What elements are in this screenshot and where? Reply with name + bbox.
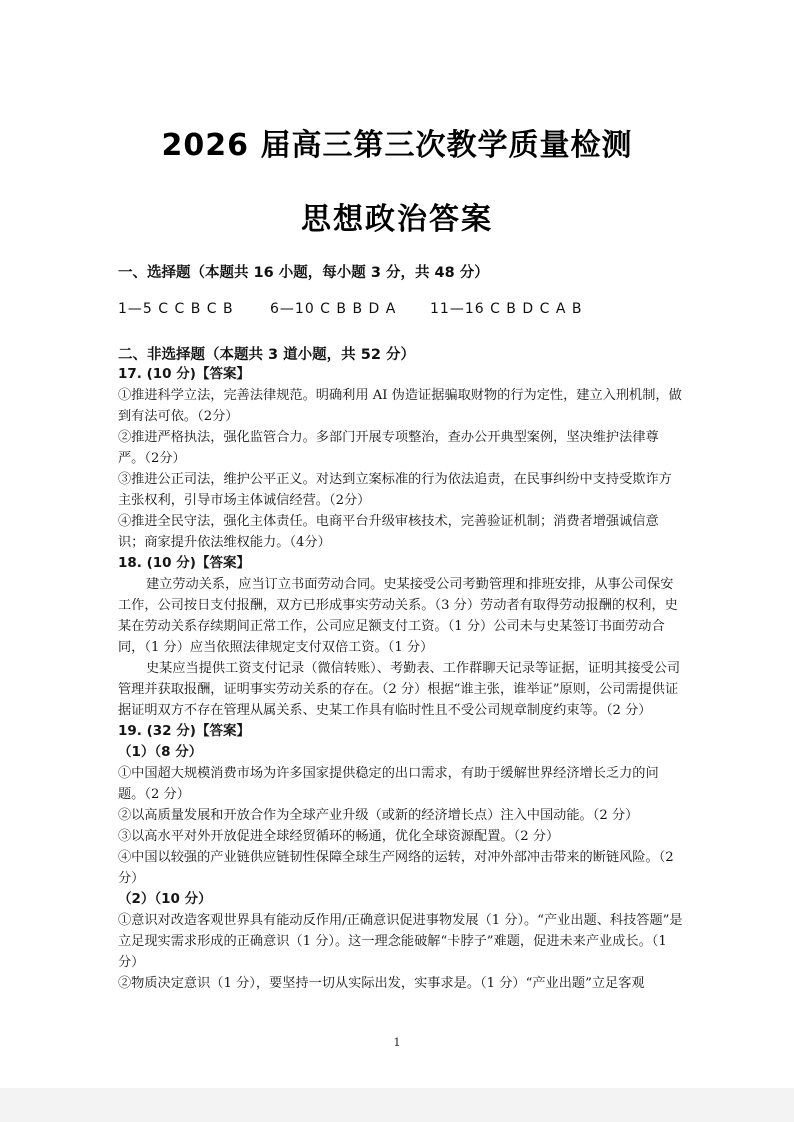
q18-paragraph-1: 建立劳动关系，应当订立书面劳动合同。史某接受公司考勤管理和排班安排，从事公司保安工作，公司按日支付报酬，双方已形成事实劳动关系。（3 分）劳动者有取得劳动报酬的权利，史某在劳动关系存续期间正常工作，公司应足额支付工资。（1 分）公司未与史某签订书面劳动合同，（1 分）应当依照法律规定支付双倍工资。（1 分） [118, 577, 678, 655]
q19-part2-point-1: ①意识对改造客观世界具有能动反作用/正确意识促进事物发展（1 分）。“产业出题、科技答题”是立足现实需求形成的正确意识（1 分）。这一理念能破解“卡脖子”难题，促进未来产业成长。（1 分） [118, 913, 683, 970]
page-number: 1 [393, 1036, 401, 1049]
answers-6-10: 6—10 C B B D A [270, 301, 397, 317]
document-title: 2026 届高三第三次教学质量检测 [161, 128, 633, 163]
q19-part1-point-4: ④中国以较强的产业链供应链韧性保障全球生产网络的运转，对冲外部冲击带来的断链风险。（2 分） [118, 850, 674, 886]
q19-part2-point-2: ②物质决定意识（1 分），要坚持一切从实际出发，实事求是。（1 分）“产业出题”立足客观 [118, 976, 645, 991]
q19-part1-point-2: ②以高质量发展和开放合作为全球产业升级（或新的经济增长点）注入中国动能。（2 分） [118, 808, 639, 823]
q17-point-2: ②推进严格执法，强化监管合力。多部门开展专项整治，查办公开典型案例，坚决维护法律尊严。（2分） [118, 430, 659, 466]
answers-1-5: 1—5 C C B C B [118, 301, 234, 317]
q19-heading: 19. (32 分)【答案】 [118, 723, 250, 739]
q17-heading: 17. (10 分)【答案】 [118, 366, 250, 382]
answer-body [118, 364, 684, 994]
q17-point-1: ①推进科学立法，完善法律规范。明确利用 AI 伪造证据骗取财物的行为定性，建立入刑机制，做到有法可依。（2分） [118, 388, 682, 424]
q18-paragraph-2: 史某应当提供工资支付记录（微信转账）、考勤表、工作群聊天记录等证据，证明其接受公司管理并获取报酬，证明事实劳动关系的存在。（2 分）根据“谁主张，谁举证”原则，公司需提供证据证明双方不存在管理从属关系、史某工作具有临时性且不受公司规章制度约束等。（2 分） [118, 661, 681, 718]
section2-heading: 二、非选择题（本题共 3 道小题，共 52 分） [118, 347, 415, 363]
document-subtitle: 思想政治答案 [301, 202, 493, 237]
q18-heading: 18. (10 分)【答案】 [118, 555, 250, 571]
q17-point-4: ④推进全民守法，强化主体责任。电商平台升级审核技术，完善验证机制；消费者增强诚信意识；商家提升依法维权能力。（4分） [118, 514, 659, 550]
page-footer-band [0, 1088, 794, 1122]
section1-heading: 一、选择题（本题共 16 小题，每小题 3 分，共 48 分） [118, 265, 489, 281]
q19-part2-label: （2）（10 分） [118, 891, 212, 907]
q19-part1-label: （1）（8 分） [118, 744, 203, 760]
q19-part1-point-3: ③以高水平对外开放促进全球经贸循环的畅通，优化全球资源配置。（2 分） [118, 829, 560, 844]
q17-point-3: ③推进公正司法，维护公平正义。对达到立案标准的行为依法追责，在民事纠纷中支持受欺诈方主张权利，引导市场主体诚信经营。（2分） [118, 472, 672, 508]
answers-11-16: 11—16 C B D C A B [430, 301, 583, 317]
q19-part1-point-1: ①中国超大规模消费市场为许多国家提供稳定的出口需求，有助于缓解世界经济增长乏力的问题。（2 分） [118, 766, 659, 802]
